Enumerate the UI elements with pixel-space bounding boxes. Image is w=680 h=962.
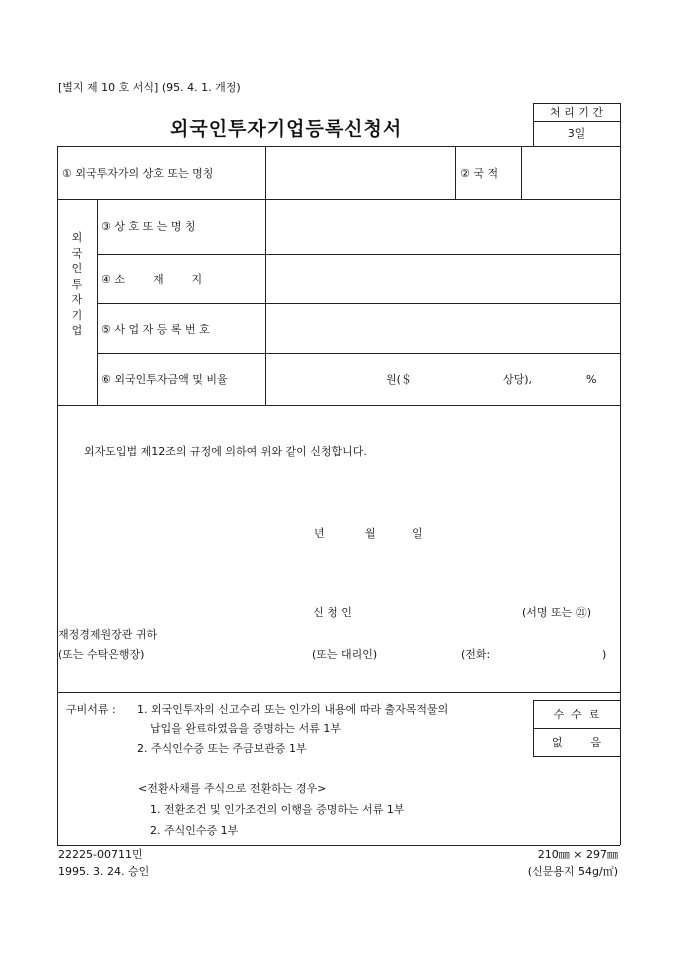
date-month-label: 월	[365, 527, 376, 540]
phone-label: (전화:	[461, 648, 491, 661]
document-title: 외국인투자기업등록신청서	[170, 118, 403, 140]
conversion-heading: <전환사채를 주식으로 전환하는 경우>	[138, 782, 327, 795]
company-side-label: 외 국 인 투 자 기 업	[71, 231, 83, 337]
fee-label: 수 수 료	[553, 708, 600, 721]
amount-percent-text: %	[586, 373, 597, 386]
phone-close: )	[602, 648, 607, 661]
conversion-item-1: 1. 전환조건 및 인가조건의 이행을 증명하는 서류 1부	[150, 803, 405, 816]
business-registration-label: ⑤ 사 업 자 등 록 번 호	[101, 323, 210, 336]
date-year-label: 년	[314, 527, 325, 540]
approval-date: 1995. 3. 24. 승인	[58, 865, 150, 878]
applicant-label: 신 청 인	[313, 606, 352, 619]
investor-name-label: ① 외국투자가의 상호 또는 명칭	[62, 167, 214, 180]
paper-type: (신문용지 54g/㎡)	[527, 865, 618, 878]
form-reference: [별지 제 10 호 서식] (95. 4. 1. 개정)	[58, 81, 241, 94]
paper-size: 210㎜ × 297㎜	[537, 848, 618, 861]
company-address-label: ④ 소 재 지	[101, 273, 203, 286]
documents-label: 구비서류 :	[66, 703, 116, 716]
date-day-label: 일	[412, 527, 423, 540]
declaration-statement: 외자도입법 제12조의 규정에 의하여 위와 같이 신청합니다.	[84, 445, 367, 458]
nationality-label: ② 국 적	[460, 167, 499, 180]
signature-label: (서명 또는 ㉑)	[522, 606, 592, 619]
investment-amount-label: ⑥ 외국인투자금액 및 비율	[101, 373, 228, 386]
agent-label: (또는 대리인)	[312, 648, 378, 661]
document-item-1: 1. 외국인투자의 신고수리 또는 인가의 내용에 따라 출자목적물의	[137, 703, 449, 716]
form-code: 22225-00711민	[58, 848, 143, 861]
recipient-label: 재정경제원장관 귀하	[58, 628, 158, 641]
document-item-1-cont: 납입을 완료하였음을 증명하는 서류 1부	[150, 722, 341, 735]
company-name-label: ③ 상 호 또 는 명 칭	[101, 220, 196, 233]
processing-period-label: 처 리 기 간	[550, 106, 603, 119]
processing-period-value: 3일	[567, 127, 586, 140]
recipient-alternative: (또는 수탁은행장)	[58, 648, 145, 661]
conversion-item-2: 2. 주식인수증 1부	[150, 824, 239, 837]
amount-won-text: 원(＄	[386, 373, 412, 386]
document-item-2: 2. 주식인수증 또는 주금보관증 1부	[137, 742, 307, 755]
amount-equivalent-text: 상당),	[503, 373, 533, 386]
fee-value: 없 음	[551, 736, 602, 749]
